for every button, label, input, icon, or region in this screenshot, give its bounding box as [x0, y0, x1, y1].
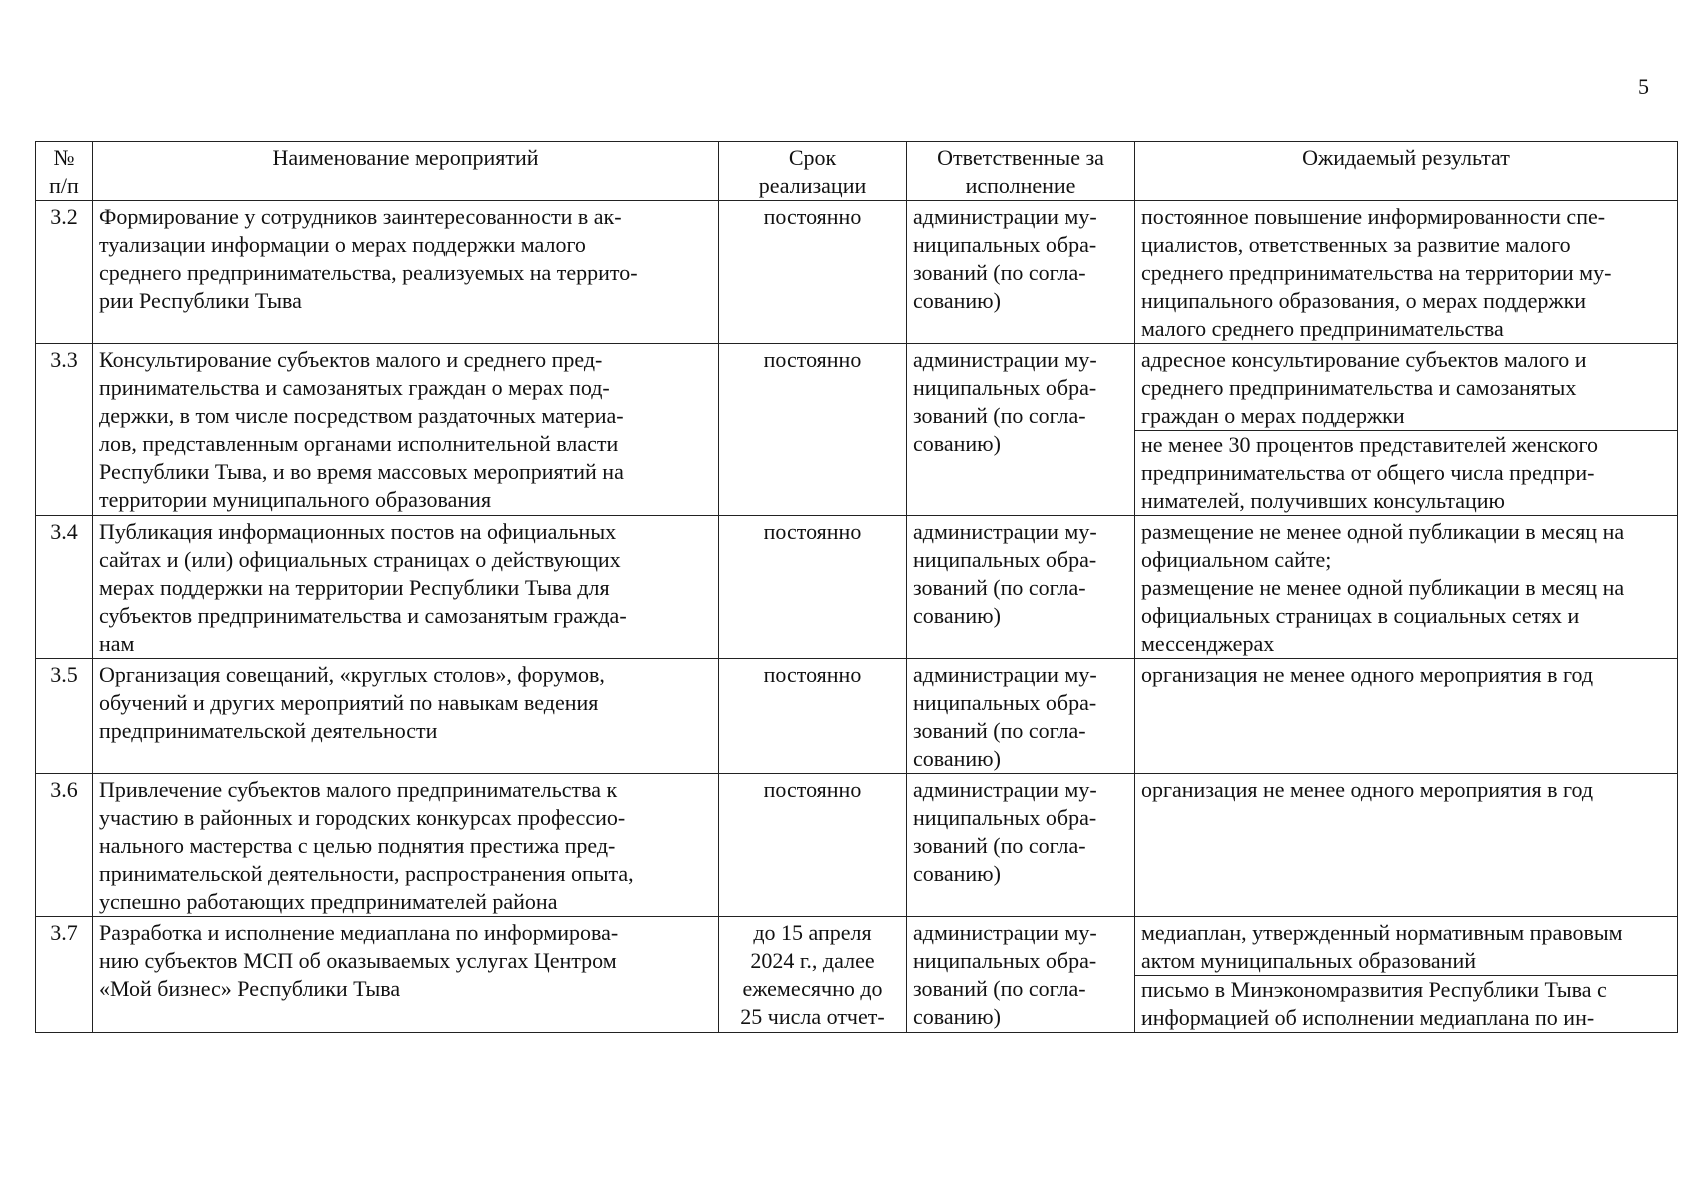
result-line: размещение не менее одной публикации в месяц на — [1141, 519, 1625, 544]
header-row — [36, 142, 1678, 201]
responsible-line: администрации му- — [913, 777, 1097, 802]
result-line: граждан о мерах поддержки — [1141, 403, 1405, 428]
header-name — [93, 142, 719, 201]
header-num-line: № — [53, 145, 75, 170]
term-line: постоянно — [763, 662, 862, 687]
measure-name-cell — [93, 774, 719, 917]
measure-name-cell — [93, 344, 719, 516]
result-line: размещение не менее одной публикации в месяц на — [1141, 575, 1625, 600]
result-cell — [1135, 516, 1678, 659]
header-term-line: Срок — [788, 145, 837, 170]
responsible-line: зований (по согла- — [913, 260, 1086, 285]
header-responsible-line: исполнение — [965, 173, 1076, 198]
responsible-line: зований (по согла- — [913, 976, 1086, 1001]
result-line: актом муниципальных образований — [1141, 948, 1477, 973]
result-cell — [1135, 659, 1678, 774]
measure-name-line: успешно работающих предпринимателей района — [99, 889, 558, 914]
header-num-line: п/п — [49, 173, 79, 198]
measure-name-line: среднего предпринимательства, реализуемых на террито- — [99, 260, 638, 285]
result-line: организация не менее одного мероприятия в год — [1141, 662, 1594, 687]
responsible-cell — [907, 516, 1135, 659]
measure-name-line: субъектов предпринимательства и самозанятым гражда- — [99, 603, 627, 628]
page-number: 5 — [1638, 74, 1649, 99]
term-line: постоянно — [763, 204, 862, 229]
measure-name-line: Организация совещаний, «круглых столов», форумов, — [99, 662, 605, 687]
measure-name-line: мерах поддержки на территории Республики Тыва для — [99, 575, 610, 600]
result-line: медиаплан, утвержденный нормативным правовым — [1141, 920, 1623, 945]
measure-name-line: Разработка и исполнение медиаплана по информирова- — [99, 920, 619, 945]
measure-name-line: принимательской деятельности, распространения опыта, — [99, 861, 634, 886]
term-cell — [719, 516, 907, 659]
responsible-line: ниципальных обра- — [913, 805, 1097, 830]
responsible-cell — [907, 201, 1135, 344]
responsible-line: администрации му- — [913, 920, 1097, 945]
row-number: 3.7 — [36, 917, 93, 1033]
responsible-line: сованию) — [913, 431, 1001, 456]
measures-table — [35, 141, 1678, 1033]
term-line: постоянно — [763, 519, 862, 544]
measure-name-line: территории муниципального образования — [99, 487, 492, 512]
table-body — [36, 201, 1678, 1033]
measure-name-line: Формирование у сотрудников заинтересованности в ак- — [99, 204, 622, 229]
measure-name-line: Консультирование субъектов малого и среднего пред- — [99, 347, 603, 372]
term-cell — [719, 659, 907, 774]
measure-name-line: держки, в том числе посредством раздаточных материа- — [99, 403, 624, 428]
result-block — [1135, 430, 1677, 515]
result-cell — [1135, 344, 1678, 516]
term-cell — [719, 774, 907, 917]
header-result — [1135, 142, 1678, 201]
measure-name-line: лов, представленным органами исполнительной власти — [99, 431, 619, 456]
term-cell — [719, 917, 907, 1033]
measure-name-line: участию в районных и городских конкурсах профессио- — [99, 805, 626, 830]
row-number: 3.2 — [36, 201, 93, 344]
header-responsible-line: Ответственные за — [937, 145, 1104, 170]
table-row — [36, 774, 1678, 917]
table-row — [36, 917, 1678, 1033]
result-line: циалистов, ответственных за развитие малого — [1141, 232, 1571, 257]
responsible-line: администрации му- — [913, 347, 1097, 372]
responsible-line: администрации му- — [913, 662, 1097, 687]
responsible-cell — [907, 917, 1135, 1033]
result-line: не менее 30 процентов представителей женского — [1141, 432, 1598, 457]
result-line: ниципального образования, о мерах поддержки — [1141, 288, 1587, 313]
result-line: нимателей, получивших консультацию — [1141, 488, 1505, 513]
result-cell — [1135, 201, 1678, 344]
term-line: постоянно — [763, 777, 862, 802]
responsible-line: зований (по согла- — [913, 403, 1086, 428]
result-block — [1141, 346, 1671, 430]
responsible-line: ниципальных обра- — [913, 547, 1097, 572]
result-line: предпринимательства от общего числа предпри- — [1141, 460, 1595, 485]
measure-name-cell — [93, 201, 719, 344]
row-number: 3.4 — [36, 516, 93, 659]
result-line: среднего предпринимательства на территории му- — [1141, 260, 1612, 285]
term-cell — [719, 201, 907, 344]
result-block — [1141, 661, 1671, 689]
result-cell — [1135, 917, 1678, 1033]
responsible-line: зований (по согла- — [913, 575, 1086, 600]
result-line: среднего предпринимательства и самозанятых — [1141, 375, 1577, 400]
measure-name-line: Привлечение субъектов малого предпринимательства к — [99, 777, 618, 802]
measure-name-line: «Мой бизнес» Республики Тыва — [99, 976, 401, 1001]
result-line: постоянное повышение информированности спе- — [1141, 204, 1606, 229]
result-line: малого среднего предпринимательства — [1141, 316, 1504, 341]
measure-name-cell — [93, 516, 719, 659]
result-line: информацией об исполнении медиаплана по ин- — [1141, 1005, 1595, 1030]
measure-name-line: Республики Тыва, и во время массовых мероприятий на — [99, 459, 624, 484]
responsible-line: ниципальных обра- — [913, 948, 1097, 973]
result-line: адресное консультирование субъектов малого и — [1141, 347, 1587, 372]
responsible-line: зований (по согла- — [913, 833, 1086, 858]
measure-name-line: обучений и других мероприятий по навыкам ведения — [99, 690, 599, 715]
responsible-line: сованию) — [913, 861, 1001, 886]
measure-name-line: туализации информации о мерах поддержки малого — [99, 232, 586, 257]
header-responsible — [907, 142, 1135, 201]
measure-name-line: нального мастерства с целью поднятия престижа пред- — [99, 833, 616, 858]
responsible-line: зований (по согла- — [913, 718, 1086, 743]
term-line: до 15 апреля — [753, 920, 872, 945]
responsible-cell — [907, 344, 1135, 516]
measure-name-line: рии Республики Тыва — [99, 288, 302, 313]
term-line: 25 числа отчет- — [740, 1004, 885, 1029]
result-block — [1135, 975, 1677, 1032]
measure-name-line: нию субъектов МСП об оказываемых услугах Центром — [99, 948, 617, 973]
table-header — [36, 142, 1678, 201]
measure-name-cell — [93, 659, 719, 774]
header-result-text: Ожидаемый результат — [1302, 145, 1510, 170]
table-row — [36, 659, 1678, 774]
term-line: 2024 г., далее — [750, 948, 875, 973]
result-block — [1141, 203, 1671, 343]
responsible-cell — [907, 659, 1135, 774]
result-block — [1141, 776, 1671, 804]
row-number: 3.5 — [36, 659, 93, 774]
term-line: постоянно — [763, 347, 862, 372]
responsible-line: ниципальных обра- — [913, 690, 1097, 715]
measure-name-line: предпринимательской деятельности — [99, 718, 438, 743]
responsible-line: сованию) — [913, 288, 1001, 313]
header-term — [719, 142, 907, 201]
responsible-line: сованию) — [913, 746, 1001, 771]
measure-name-cell — [93, 917, 719, 1033]
measure-name-line: Публикация информационных постов на официальных — [99, 519, 617, 544]
term-line: ежемесячно до — [742, 976, 883, 1001]
row-number: 3.3 — [36, 344, 93, 516]
result-line: официальном сайте; — [1141, 547, 1332, 572]
result-line: официальных страницах в социальных сетях и — [1141, 603, 1580, 628]
term-cell — [719, 344, 907, 516]
result-block — [1141, 919, 1671, 975]
measure-name-line: принимательства и самозанятых граждан о мерах под- — [99, 375, 610, 400]
header-num — [36, 142, 93, 201]
result-line: организация не менее одного мероприятия в год — [1141, 777, 1594, 802]
result-line: мессенджерах — [1141, 631, 1275, 656]
header-name-text: Наименование мероприятий — [272, 145, 539, 170]
result-cell — [1135, 774, 1678, 917]
measure-name-line: сайтах и (или) официальных страницах о действующих — [99, 547, 621, 572]
responsible-line: ниципальных обра- — [913, 375, 1097, 400]
responsible-line: сованию) — [913, 1004, 1001, 1029]
responsible-line: администрации му- — [913, 204, 1097, 229]
responsible-line: сованию) — [913, 603, 1001, 628]
table-row — [36, 344, 1678, 516]
result-block — [1141, 518, 1671, 658]
table-row — [36, 516, 1678, 659]
responsible-cell — [907, 774, 1135, 917]
measure-name-line: нам — [99, 631, 135, 656]
responsible-line: ниципальных обра- — [913, 232, 1097, 257]
result-line: письмо в Минэкономразвития Республики Тыва с — [1141, 977, 1607, 1002]
table-row — [36, 201, 1678, 344]
responsible-line: администрации му- — [913, 519, 1097, 544]
row-number: 3.6 — [36, 774, 93, 917]
header-term-line: реализации — [758, 173, 867, 198]
